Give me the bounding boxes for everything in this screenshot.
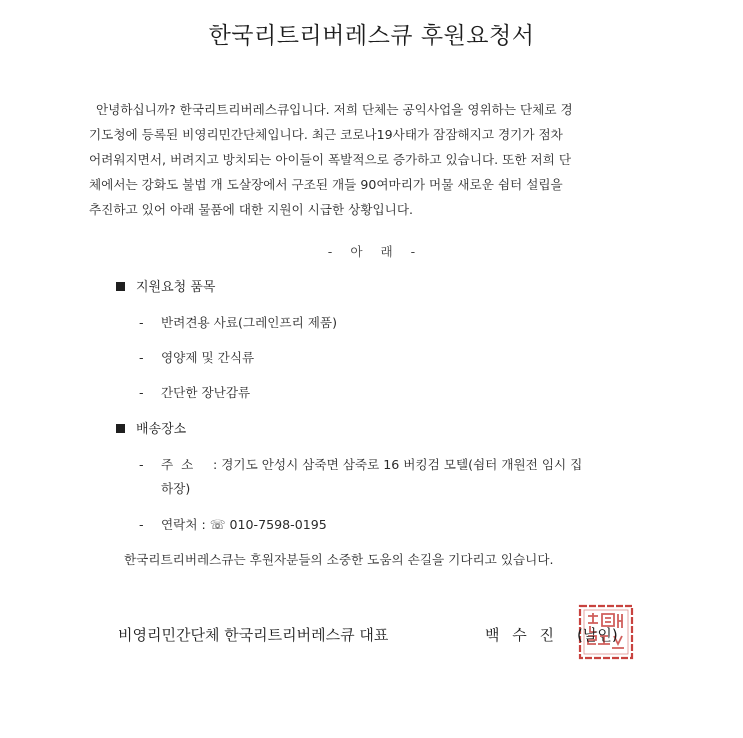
support-section-heading — [116, 276, 215, 295]
square-bullet-icon — [116, 424, 125, 433]
support-heading-text: 지원요청 품목 — [136, 280, 216, 295]
contact-value: : ☏ 010-7598-0195 — [201, 517, 327, 532]
square-bullet-icon — [116, 282, 125, 291]
intro-paragraph — [89, 97, 661, 222]
list-item — [139, 347, 254, 366]
note-heading: - 아 래 - — [327, 244, 416, 259]
dash-marker: - — [139, 457, 144, 472]
address-line — [139, 454, 582, 473]
intro-line: 어려워지면서, 버려지고 방치되는 아이들이 폭발적으로 증가하고 있습니다. 또한 저희 단 — [89, 152, 571, 167]
document-title: 한국리트리버레스큐 후원요청서 — [208, 23, 535, 49]
delivery-heading-text: 배송장소 — [136, 422, 187, 437]
dash-marker: - — [139, 517, 144, 532]
list-item — [139, 382, 250, 401]
intro-line: 체에서는 강화도 불법 개 도살장에서 구조된 개들 90여마리가 머물 새로운 쉼터 설립을 — [89, 177, 563, 192]
contact-label: 연락처 — [161, 517, 198, 532]
dash-marker: - — [139, 385, 144, 400]
dash-marker: - — [139, 350, 144, 365]
address-continuation: 하장) — [161, 481, 191, 496]
contact-line — [139, 514, 327, 533]
representative-name: 백 수 진 — [485, 626, 555, 644]
closing-statement: 한국리트리버레스큐는 후원자분들의 소중한 도움의 손길을 기다리고 있습니다. — [124, 552, 554, 567]
support-item-text: 영양제 및 간식류 — [161, 350, 255, 365]
signature-organization: 비영리민간단체 한국리트리버레스큐 대표 — [118, 626, 389, 644]
delivery-section-heading — [116, 418, 186, 437]
seal-label: (날인) — [577, 626, 618, 644]
intro-line: 추진하고 있어 아래 물품에 대한 지원이 시급한 상황입니다. — [89, 202, 413, 217]
support-item-text: 간단한 장난감류 — [161, 385, 251, 400]
dash-marker: - — [139, 315, 144, 330]
address-label: 주 소 — [161, 457, 194, 472]
intro-line: 기도청에 등록된 비영리민간단체입니다. 최근 코로나19사태가 잠잠해지고 경기가 점차 — [89, 127, 563, 142]
address-value: : 경기도 안성시 삼죽면 삼죽로 16 버킹검 모텔(쉼터 개원전 임시 집 — [213, 457, 583, 472]
list-item — [139, 312, 337, 331]
support-item-text: 반려견용 사료(그레인프리 제품) — [161, 315, 337, 330]
intro-line: 안녕하십니까? 한국리트리버레스큐입니다. 저희 단체는 공익사업을 영위하는 단체로 경 — [96, 102, 573, 117]
